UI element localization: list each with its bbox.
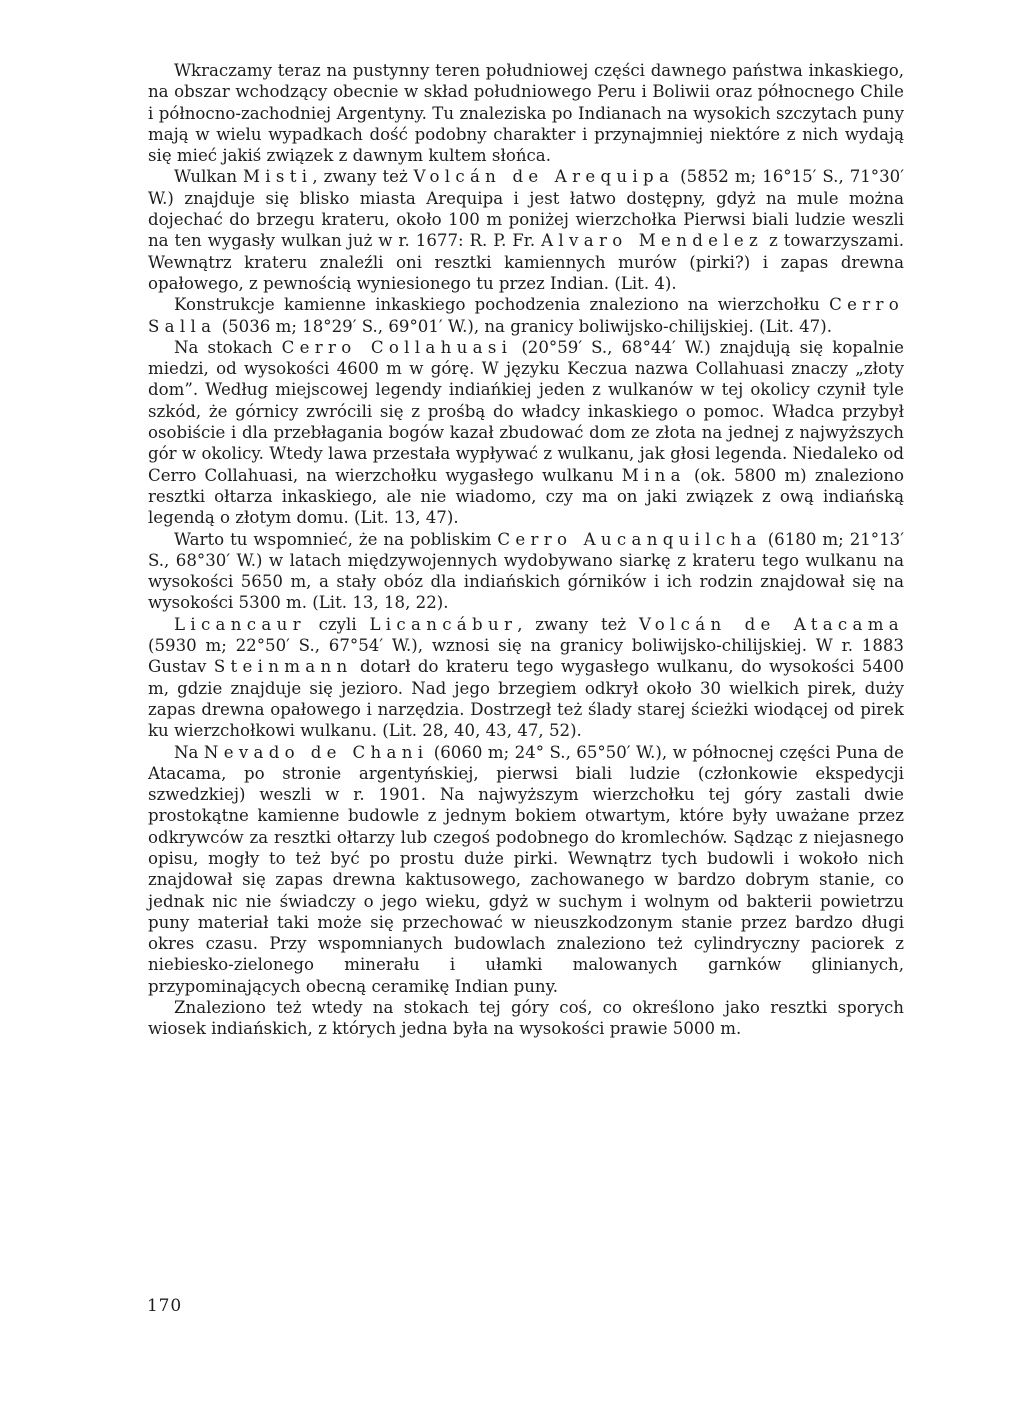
spaced-name: Steinmann — [213, 657, 353, 677]
paragraph-misti — [148, 166, 904, 294]
paragraph-licancabur — [148, 614, 904, 742]
text-run: (20°59′ S., 68°44′ W.) znajdują się kopalnie miedzi, od wysokości 4600 m w górę. W języku Keczua nazwa Collahuasi znaczy „złoty dom”. Według miejscowej legendy indiańkiej jeden z wulkanów w tej okolicy czynił tyle szkód, że górnicy zwrócili się z prośbą do władcy inkaskiego o pomoc. Władca przybył osobiście i dla przebłagania bogów kazał zbudować dom ze złota na jednej z najwyższych gór w okolicy. Wtedy lawa przestała wypływać z wulkanu, jak głosi legenda. Niedaleko od Cerro Collahuasi, na wierzchołku wygasłego wulkanu — [148, 337, 904, 485]
text-run: (5930 m; 22°50′ S., 67°54′ W.), wznosi się na granicy boliwijsko-chilijskiej. W r. 1883 Gustav — [148, 636, 904, 677]
text-run: Wkraczamy teraz na pustynny teren południowej części dawnego państwa inkaskiego, na obszar wchodzący obecnie w skład południowego Peru i Boliwii oraz północnego Chile i północno-zachodniej Argentyny. Tu znaleziska po Indianach na wysokich szczytach puny mają w wielu wypadkach dość podobny charakter i przynajmniej niektóre z nich wydają się mieć jakiś związek z dawnym kultem słońca. — [148, 61, 904, 166]
paragraph-aucanquilcha — [148, 529, 904, 614]
text-run: czyli — [305, 614, 370, 634]
spaced-name: Volcán de Arequipa — [413, 167, 675, 187]
text-run: (5036 m; 18°29′ S., 69°01′ W.), na granicy boliwijsko-chilijskiej. (Lit. 47). — [216, 316, 832, 336]
text-run: Konstrukcje kamienne inkaskiego pochodzenia znaleziono na wierzchołku — [174, 295, 830, 315]
paragraph-cerro-salla — [148, 294, 904, 337]
text-run: Na stokach — [174, 337, 282, 357]
spaced-name: Cerro Aucanquilcha — [497, 529, 762, 549]
spaced-name: Mina — [621, 465, 686, 485]
paragraph-nevado-de-chani — [148, 742, 904, 998]
spaced-name: Licancaur — [174, 614, 306, 634]
page-number: 170 — [147, 1296, 182, 1316]
spaced-name: Alvaro Mendelez — [541, 231, 764, 251]
paragraph-intro — [148, 60, 904, 166]
page-body — [148, 60, 904, 1040]
text-run: , zwany też — [517, 614, 639, 634]
text-run: (5852 m; 16°15′ S., 71°30′ W.) znajduje się blisko miasta Arequipa i jest łatwo dostępny, gdyż na mule można dojechać do brzegu krateru, około 100 m poniżej wierzchołka Pierwsi biali ludzie weszli na ten wygasły wulkan już w r. 1677: R. P. Fr. — [148, 167, 904, 251]
text-run: (ok. 5800 m) znaleziono resztki ołtarza inkaskiego, ale nie wiadomo, czy ma on jaki związek z ową indiańską legendą o złotym domu. (Lit. 13, 47). — [148, 465, 905, 528]
text-run: dotarł do krateru tego wygasłego wulkanu, do wysokości 5400 m, gdzie znajduje się jezioro. Nad jego brzegiem odkrył około 30 wielkich pirek, duży zapas drewna opałowego i narzędzia. Dostrzegł też ślady starej ścieżki wiodącej od pirek ku wierzchołkowi wulkanu. (Lit. 28, 40, 43, 47, 52). — [148, 657, 904, 741]
text-run: , zwany też — [312, 167, 414, 187]
paragraph-collahuasi — [148, 337, 904, 529]
spaced-name: Volcán de Atacama — [638, 614, 904, 634]
text-run: Wulkan — [174, 167, 243, 187]
spaced-name: Misti — [242, 167, 313, 187]
text-run: (6060 m; 24° S., 65°50′ W.), w północnej części Puna de Atacama, po stronie argentyńskiej, pierwsi biali ludzie (członkowie ekspedycji szwedzkiej) weszli w r. 1901. Na najwyższym wierzchołku tej góry zastali dwie prostokątne kamienne budowle z jednym bokiem otwartym, które były uważane przez odkrywców za resztki ołtarzy lub czegoś podobnego do kromlechów. Sądząc z niejasnego opisu, mogły to też być po prostu duże pirki. Wewnątrz tych budowli i wokoło nich znajdował się zapas drewna kaktusowego, zachowanego w bardzo dobrym stanie, co jednak nic nie świadczy o jego wieku, gdyż w suchym i wolnym od bakterii powietrzu puny materiał taki może się przechować w nieuszkodzonym stanie przez bardzo długi okres czasu. Przy wspomnianych budowlach znaleziono też cylindryczny paciorek z niebiesko-zielonego minerału i ułamki malowanych garnków glinianych, przypominających obecną ceramikę Indian puny. — [148, 742, 905, 996]
text-run: Warto tu wspomnieć, że na pobliskim — [174, 529, 498, 549]
spaced-name: Licancábur — [369, 614, 518, 634]
text-run: z towarzyszami. Wewnątrz krateru znaleźli oni resztki kamiennych murów (pirki?) i zapas drewna opałowego, z pewnością wyniesionego tu przez Indian. (Lit. 4). — [148, 231, 904, 293]
text-run: Na — [174, 742, 204, 762]
spaced-name: Nevado de Chani — [203, 742, 429, 762]
text-run: (6180 m; 21°13′ S., 68°30′ W.) w latach międzywojennych wydobywano siarkę z krateru tego wulkanu na wysokości 5650 m, a stały obóz dla indiańskich górników i ich rodzin znajdował się na wysokości 5300 m. (Lit. 13, 18, 22). — [148, 529, 904, 613]
text-run: Znaleziono też wtedy na stokach tej góry coś, co określono jako resztki sporych wiosek indiańskich, z których jedna była na wysokości prawie 5000 m. — [148, 998, 904, 1039]
spaced-name: Cerro Collahuasi — [281, 337, 513, 357]
paragraph-villages — [148, 997, 904, 1040]
spaced-name: Cerro Salla — [148, 295, 904, 336]
